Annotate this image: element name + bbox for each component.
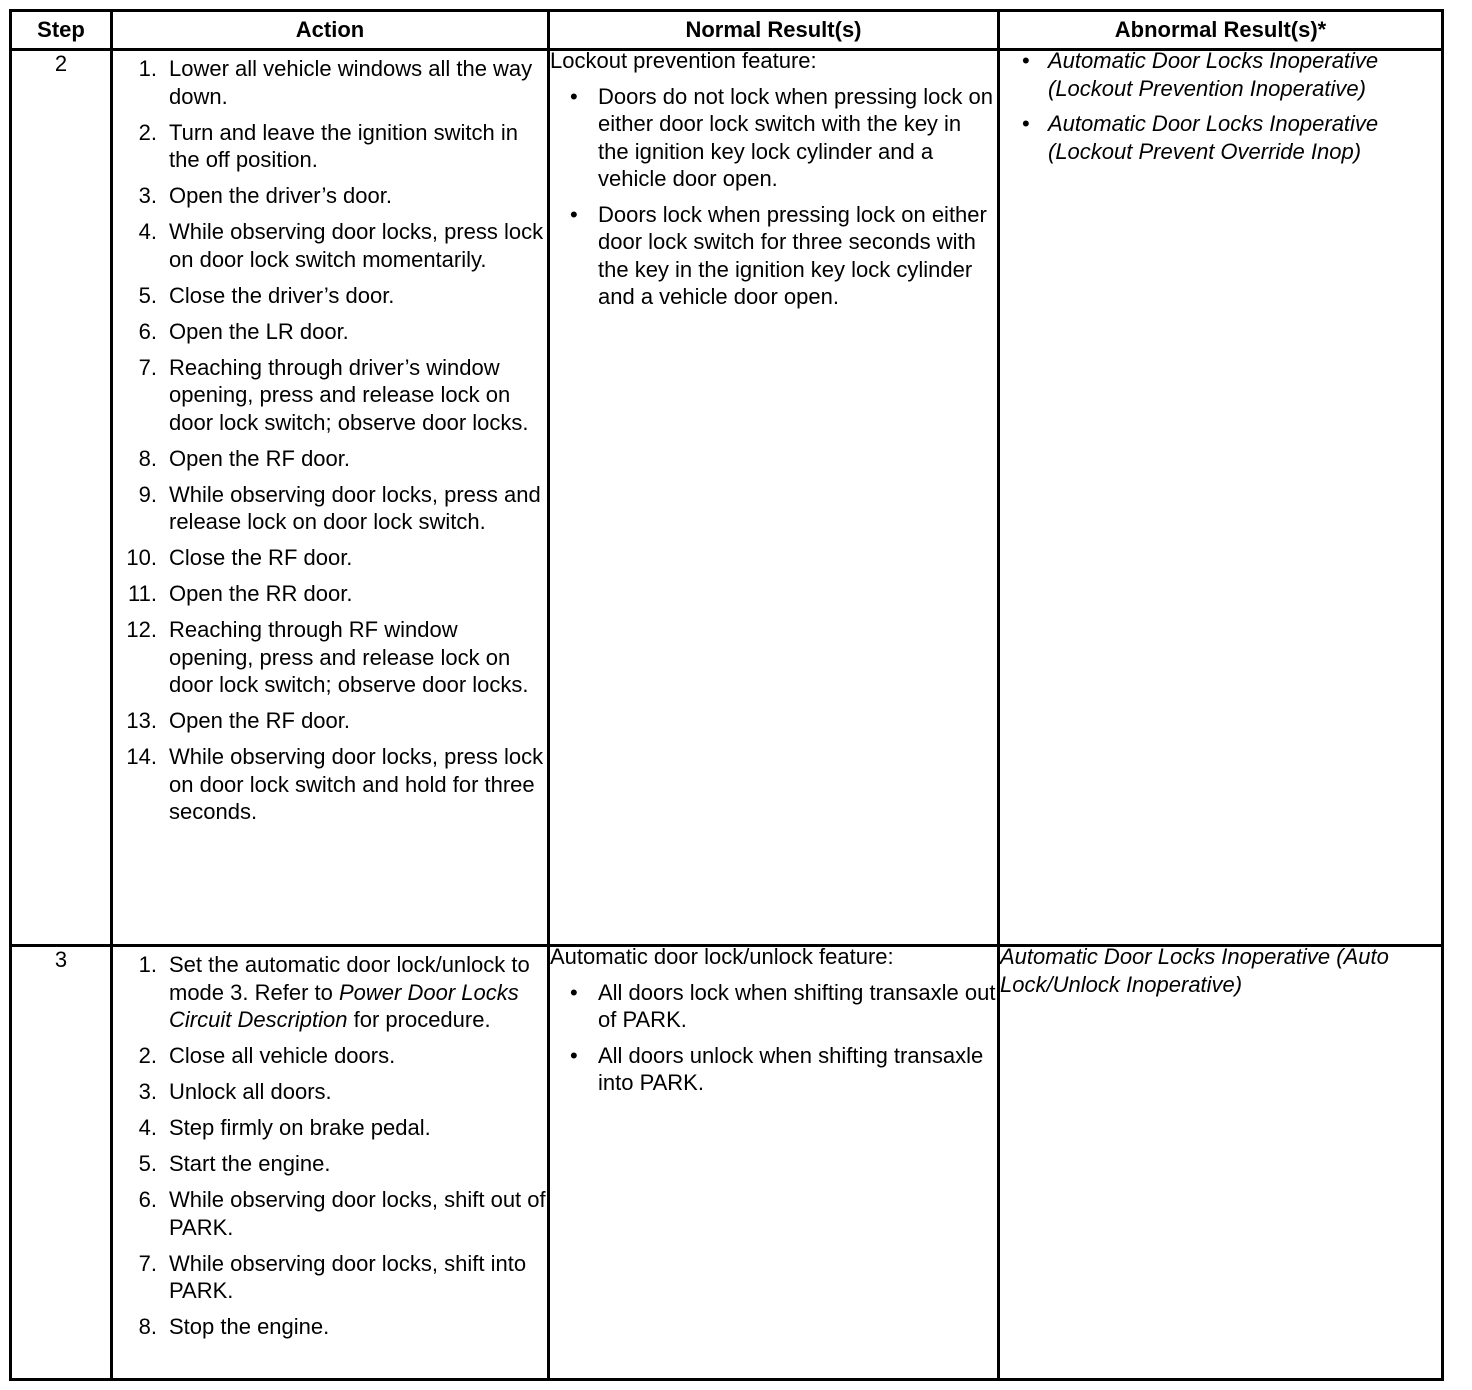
action-number: 12. [126, 617, 157, 642]
action-text: While observing door locks, shift into PARK. [169, 1250, 527, 1303]
header-abnormal-results: Abnormal Result(s)* [999, 11, 1443, 50]
action-cell [112, 50, 549, 946]
action-item [113, 1186, 547, 1241]
action-item [113, 1114, 547, 1142]
step-number: 3 [11, 946, 112, 1380]
bullet-icon: • [570, 201, 578, 227]
action-number: 14. [126, 744, 157, 769]
action-text: While observing door locks, press lock on door lock switch and hold for three seconds. [169, 744, 544, 824]
normal-result-text: All doors lock when shifting transaxle out of PARK. [598, 979, 996, 1032]
normal-results-intro: Automatic door lock/unlock feature: [550, 944, 894, 969]
action-number: 2. [138, 119, 157, 145]
action-item [113, 282, 547, 310]
action-text: While observing door locks, shift out of PARK. [169, 1187, 546, 1240]
action-text: Unlock all doors. [169, 1079, 332, 1104]
action-number: 8. [138, 445, 157, 471]
normal-results-intro: Lockout prevention feature: [550, 48, 817, 73]
normal-result-text: Doors lock when pressing lock on either door lock switch for three seconds with the key in the ignition key lock cylinder and a vehicle door open. [598, 201, 987, 309]
action-text: Reaching through RF window opening, press and release lock on door lock switch; observe door locks. [169, 617, 529, 697]
action-number: 13. [126, 708, 157, 733]
action-text: Step firmly on brake pedal. [169, 1115, 431, 1140]
action-number: 6. [138, 318, 157, 344]
action-item [113, 119, 547, 174]
action-text: Open the RF door. [169, 445, 350, 471]
action-number: 10. [126, 545, 157, 570]
action-number: 7. [138, 354, 157, 380]
action-item [113, 580, 547, 608]
action-text-pre: Set the automatic door lock/unlock to mode 3. Refer to [169, 952, 530, 1005]
action-cell [112, 946, 549, 1380]
action-item [113, 616, 547, 699]
action-item [113, 318, 547, 346]
bullet-icon: • [1022, 48, 1030, 73]
action-number: 6. [138, 1187, 157, 1212]
action-text-post: for procedure. [347, 1007, 491, 1032]
action-item [113, 707, 547, 735]
diagnostic-table-page [9, 9, 1441, 1381]
bullet-icon: • [570, 979, 578, 1005]
header-action: Action [112, 11, 549, 50]
action-item [113, 1313, 547, 1341]
action-text: Open the RF door. [169, 708, 350, 733]
list-item [570, 1042, 997, 1097]
action-text: Turn and leave the ignition switch in the off position. [169, 119, 518, 172]
action-number: 1. [138, 56, 157, 81]
abnormal-results-cell [999, 946, 1443, 1380]
reference-link[interactable]: Power Door Locks Circuit Description [169, 979, 519, 1032]
list-item [570, 83, 997, 193]
header-normal-results: Normal Result(s) [549, 11, 999, 50]
action-text: Open the LR door. [169, 318, 349, 344]
list-item [1022, 110, 1441, 165]
action-number: 3. [138, 183, 157, 208]
action-text: Lower all vehicle windows all the way down. [169, 56, 533, 109]
action-item [113, 544, 547, 572]
abnormal-result-link[interactable]: Automatic Door Locks Inoperative (Lockout Prevent Override Inop) [1048, 111, 1379, 164]
action-item [113, 1250, 547, 1305]
action-list [113, 55, 547, 826]
action-text [169, 951, 547, 1034]
action-number: 8. [138, 1314, 157, 1339]
action-number: 3. [138, 1079, 157, 1104]
action-text: Open the driver’s door. [169, 183, 392, 208]
abnormal-results-list [1000, 47, 1441, 165]
header-step: Step [11, 11, 112, 50]
normal-result-text: All doors unlock when shifting transaxle into PARK. [598, 1042, 984, 1095]
normal-results-list [550, 979, 997, 1097]
action-item [113, 743, 547, 826]
table-row-step-3 [11, 946, 1443, 1380]
action-item [113, 951, 547, 1034]
action-list [113, 951, 547, 1341]
bullet-icon: • [570, 1042, 578, 1068]
action-text: Close the RF door. [169, 545, 353, 570]
action-text: While observing door locks, press and release lock on door lock switch. [169, 481, 541, 534]
bullet-icon: • [570, 83, 578, 109]
action-text: Open the RR door. [169, 581, 353, 606]
header-row [11, 11, 1443, 50]
abnormal-result-link[interactable]: Automatic Door Locks Inoperative (Auto Lock/Unlock Inoperative) [1000, 944, 1389, 997]
action-number: 7. [138, 1250, 157, 1276]
action-item [113, 445, 547, 473]
normal-results-cell [549, 50, 999, 946]
action-text: While observing door locks, press lock on door lock switch momentarily. [169, 219, 544, 272]
action-number: 2. [138, 1043, 157, 1068]
action-text: Reaching through driver’s window opening, press and release lock on door lock switch; observe door locks. [169, 354, 529, 435]
diagnostic-table [9, 9, 1444, 1381]
normal-result-text: Doors do not lock when pressing lock on either door lock switch with the key in the ignition key lock cylinder and a vehicle door open. [598, 83, 993, 191]
action-item [113, 55, 547, 110]
action-number: 4. [138, 219, 157, 244]
list-item [570, 979, 997, 1034]
action-item [113, 1042, 547, 1070]
action-item [113, 218, 547, 273]
action-number: 4. [138, 1115, 157, 1140]
action-number: 11. [128, 581, 157, 606]
action-number: 5. [138, 1151, 157, 1176]
table-row-step-2 [11, 50, 1443, 946]
action-item [113, 481, 547, 536]
action-text: Close the driver’s door. [169, 282, 395, 308]
action-item [113, 1078, 547, 1106]
action-text: Start the engine. [169, 1151, 331, 1176]
abnormal-results-cell [999, 50, 1443, 946]
action-number: 9. [138, 481, 157, 507]
action-text: Close all vehicle doors. [169, 1043, 396, 1068]
action-item [113, 182, 547, 210]
list-item [570, 201, 997, 311]
normal-results-list [550, 83, 997, 311]
normal-results-cell [549, 946, 999, 1380]
abnormal-result-link[interactable]: Automatic Door Locks Inoperative (Lockout Prevention Inoperative) [1048, 48, 1379, 101]
action-number: 1. [138, 952, 157, 977]
action-item [113, 1150, 547, 1178]
action-number: 5. [138, 282, 157, 308]
action-text: Stop the engine. [169, 1314, 330, 1339]
list-item [1022, 47, 1441, 102]
bullet-icon: • [1022, 111, 1030, 136]
action-item [113, 354, 547, 437]
step-number: 2 [11, 50, 112, 946]
